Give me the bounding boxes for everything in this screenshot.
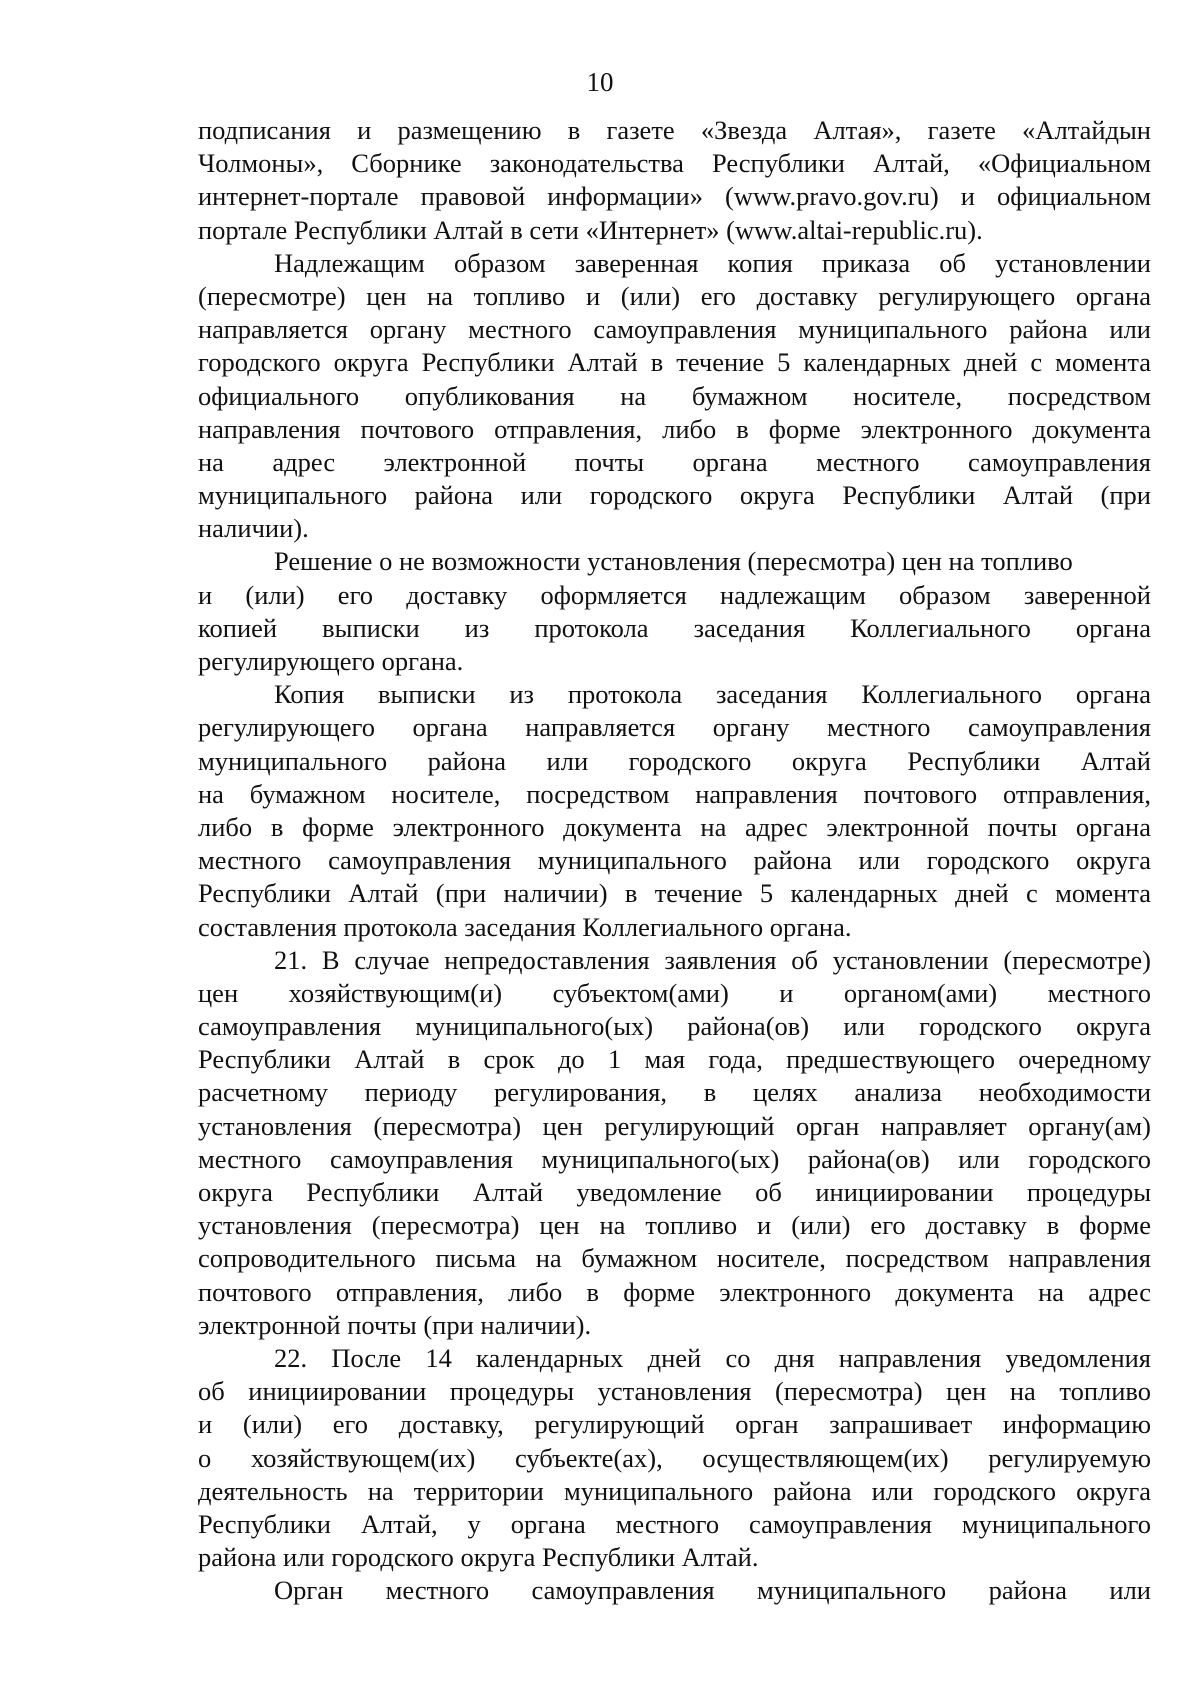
text-line: Надлежащим образом заверенная копия приказа об установлении (274, 247, 1151, 278)
paragraph (198, 1574, 1151, 1607)
text-line: округа Республики Алтай уведомление об инициировании процедуры (198, 1177, 1151, 1207)
text-line: местного самоуправления муниципального(ых) района(ов) или городского (198, 1143, 1151, 1174)
text-line: Решение о не возможности установления (пересмотра) цен на топливо (274, 546, 1073, 577)
text-line: Республики Алтай (при наличии) в течение 5 календарных дней с момента (198, 878, 1151, 909)
text-line: Орган местного самоуправления муниципального района или (274, 1575, 1151, 1606)
text-line: копией выписки из протокола заседания Коллегиального органа (198, 612, 1151, 643)
text-line: электронной почты (при наличии). (198, 1309, 592, 1340)
text-line: (пересмотре) цен на топливо и (или) его доставку регулирующего органа (198, 280, 1151, 311)
text-line: расчетному периоду регулирования, в целях анализа необходимости (198, 1077, 1151, 1108)
paragraph (198, 247, 1151, 546)
text-line: о хозяйствующем(их) субъекте(ах), осуществляющем(их) регулируемую (198, 1442, 1151, 1473)
text-line: подписания и размещению в газете «Звезда Алтая», газете «Алтайдын (198, 115, 1151, 145)
text-line: Республики Алтай, у органа местного самоуправления муниципального (198, 1508, 1151, 1539)
text-line: установления (пересмотра) цен регулирующий орган направляет органу(ам) (198, 1110, 1151, 1141)
text-line: 22. После 14 календарных дней со дня направления уведомления (274, 1342, 1151, 1373)
text-line: муниципального района или городского округа Республики Алтай (при (198, 480, 1151, 511)
text-line: направления почтового отправления, либо в форме электронного документа (198, 413, 1151, 444)
text-line: об инициировании процедуры установления (пересмотра) цен на топливо (198, 1376, 1151, 1407)
paragraph (198, 114, 1151, 247)
text-line: официального опубликования на бумажном носителе, посредством (198, 380, 1151, 411)
text-line: регулирующего органа. (198, 646, 464, 676)
text-line: деятельность на территории муниципального района или городского округа (198, 1475, 1151, 1506)
text-line: Чолмоны», Сборнике законодательства Республики Алтай, «Официальном (198, 148, 1151, 179)
text-line: муниципального района или городского округа Республики Алтай (198, 745, 1151, 776)
text-line: либо в форме электронного документа на адрес электронной почты органа (198, 811, 1151, 842)
text-line: составления протокола заседания Коллегиального органа. (198, 911, 852, 942)
paragraph (198, 1342, 1151, 1574)
text-line: и (или) его доставку оформляется надлежащим образом заверенной (198, 579, 1151, 610)
paragraph (198, 944, 1151, 1342)
text-line: портале Республики Алтай в сети «Интернет» (www.altai-republic.ru). (198, 214, 983, 245)
text-line: наличии). (198, 513, 309, 544)
page-number: 10 (586, 67, 614, 97)
text-line: 21. В случае непредоставления заявления об установлении (пересмотре) (274, 944, 1151, 975)
text-line: Копия выписки из протокола заседания Коллегиального органа (274, 679, 1151, 710)
text-line: интернет-портале правовой информации» (www.pravo.gov.ru) и официальном (198, 181, 1151, 212)
text-line: направляется органу местного самоуправления муниципального района или (198, 314, 1151, 345)
text-line: сопроводительного письма на бумажном носителе, посредством направления (198, 1243, 1151, 1274)
text-line: и (или) его доставку, регулирующий орган запрашивает информацию (198, 1409, 1151, 1440)
text-line: Республики Алтай в срок до 1 мая года, предшествующего очередному (198, 1044, 1151, 1075)
text-line: установления (пересмотра) цен на топливо и (или) его доставку в форме (198, 1210, 1151, 1241)
text-line: на адрес электронной почты органа местного самоуправления (198, 446, 1151, 477)
text-line: самоуправления муниципального(ых) района(ов) или городского округа (198, 1011, 1151, 1042)
text-line: местного самоуправления муниципального района или городского округа (198, 845, 1151, 876)
text-line: регулирующего органа направляется органу местного самоуправления (198, 712, 1151, 743)
document-body (198, 114, 1151, 1607)
text-line: почтового отправления, либо в форме электронного документа на адрес (198, 1276, 1151, 1307)
paragraph (198, 678, 1151, 944)
text-line: цен хозяйствующим(и) субъектом(ами) и органом(ами) местного (198, 977, 1151, 1008)
text-line: городского округа Республики Алтай в течение 5 календарных дней с момента (198, 347, 1151, 378)
text-line: на бумажном носителе, посредством направления почтового отправления, (198, 778, 1151, 809)
text-line: района или городского округа Республики Алтай. (198, 1542, 759, 1573)
paragraph (198, 545, 1151, 678)
